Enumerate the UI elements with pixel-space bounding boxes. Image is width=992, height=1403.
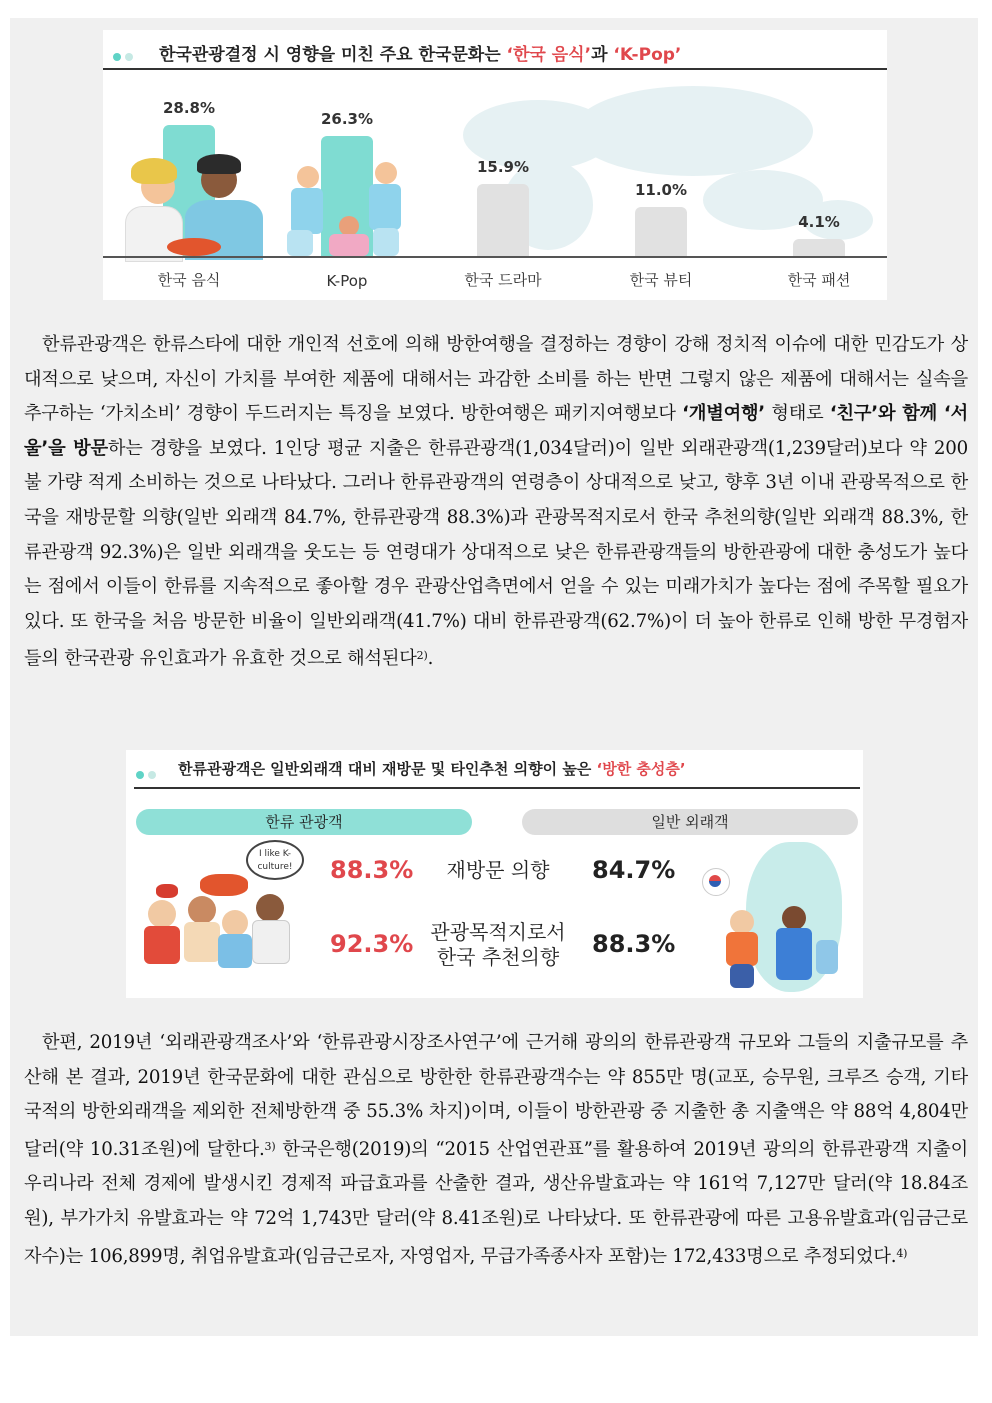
figure2-title-text: 한류관광객은 일반외래객 대비 재방문 및 타인추천 의향이 높은 [178,760,597,778]
revisit-intent-label: 재방문 의향 [446,858,550,882]
para1-text-a: 한류관광객은 한류스타에 대한 개인적 선호에 의해 방한여행을 결정하는 경향이 강해 정치적 이슈에 대한 민감도가 상대적으로 낮으며, 자신이 가치를 부여한 제품에 대해서는 과감한 소비를 하는 반면 그렇지 않은 제품에 대해서는 실속을 추구하는 ‘가치소비’ 경향이 두드러지는 특징을 보였다. 방한여행은 패키지여행보다 [24,334,968,425]
bar-value-label: 28.8% [162,99,216,117]
world-map-decoration [573,86,813,176]
hallyu-tourist-header: 한류 관광객 [136,809,472,835]
para1-text-c: 하는 경향을 보였다. 1인당 평균 지출은 한류관광객(1,034달러)이 일반 외래관광객(1,239달러)보다 약 200불 가량 적게 소비하는 것으로 나타났다. 그러나 한류관광객의 연령층이 상대적으로 낮고, 향후 3년 이내 관광목적으로 한국을 재방문할 의향(일반 외래객 84.7%, 한류관광객 88.3%)과 관광목적지로서 한국 추천의향(일반 외래객 88.3%, 한류관광객 92.3%)은 일반 외래객을 웃도는 등 연령대가 상대적으로 낮은 한류관광객들의 방한관광에 대한 충성도가 높다는 점에서 이들이 한류를 지속적으로 좋아할 경우 관광산업측면에서 얻을 수 있는 미래가치가 높다는 점에 주목할 필요가 있다. 또 한국을 처음 방문한 비율이 일반외래객(41.7%) 대비 한류관광객(62.7%)이 더 높아 한류로 인해 방한 무경험자들의 한국관광 유인효과가 유효한 것으로 해석된다 [24,437,968,670]
para1-text-end: . [427,648,434,670]
bar-2 [477,184,529,258]
bar-value-label: 4.1% [798,213,840,231]
figure1-divider [103,68,887,70]
general-recommend-percent: 88.3% [592,930,676,958]
hallyu-revisit-percent: 88.3% [330,856,414,884]
body-paragraph-1 [24,328,968,677]
bar-value-label: 26.3% [320,110,374,128]
figure1-title-highlight-food: ‘한국 음식’ [506,45,592,65]
figure2-title-highlight: ‘방한 충성층’ [596,760,686,778]
para2-text-a: 한편, 2019년 ‘외래관광객조사’와 ‘한류관광시장조사연구’에 근거해 광의의 한류관광객 규모와 그들의 지출규모를 추산해 본 결과, 2019년 한국문화에 대한 관심으로 방한한 한류관광객수는 약 855만 명(교포, 승무원, 크루즈 승객, 기타 국적의 방한외래객을 제외한 전체방한객 중 55.3% 차지)이며, 이들이 방한관광 중 지출한 총 지출액은 약 88억 4,804만 달러(약 10.31조원)에 달한다. [24,1032,968,1160]
recommend-intent-label [416,920,580,970]
title-dots-icon [113,46,137,65]
figure1-title-highlight-kpop: ‘K-Pop’ [613,45,682,65]
figure-culture-chart [103,30,887,300]
category-label: K-Pop [326,272,368,290]
bar-value-label: 11.0% [634,181,688,199]
category-label: 한국 뷰티 [629,271,693,289]
bar-value-label: 15.9% [476,158,530,176]
category-label: 한국 드라마 [464,271,542,289]
para2-text-b: 한국은행(2019)의 “2015 산업연관표”를 활용하여 2019년 광의의 한류관광객 지출이 우리나라 전체 경제에 발생시킨 경제적 파급효과를 산출한 결과, 생산유발효과는 약 161억 7,127만 달러(약 18.84조원), 부가가치 유발효과는 약 72억 1,743만 달러(약 8.41조원)로 나타났다. 또 한류관광에 따른 고용유발효과(임금근로자수)는 106,899명, 취업유발효과(임금근로자, 자영업자, 무급가족종사자 포함)는 172,433명으로 추정되었다. [24,1138,968,1267]
general-revisit-percent: 84.7% [592,856,676,884]
figure-loyalty-comparison [126,750,863,998]
para1-bold-friend-seoul: ‘친구’와 함께 ‘서울’을 방문 [24,403,968,459]
category-label: 한국 패션 [787,271,851,289]
footnote-ref-2[interactable]: 2) [416,649,428,663]
figure1-title-conjunction: 과 [591,45,614,65]
figure1-title [159,40,681,65]
footnote-ref-3[interactable]: 3) [264,1139,276,1153]
category-label: 한국 음식 [157,271,221,289]
para1-bold-individual-travel: ‘개별여행’ [682,403,766,425]
speech-bubble: I like K-culture! [246,840,304,880]
figure2-divider [134,787,860,789]
recommend-label-line2: 한국 추천의향 [436,945,560,969]
body-paragraph-2 [24,1026,968,1274]
chart-baseline [103,256,887,258]
bar-3 [635,207,687,258]
figure1-title-text: 한국관광결정 시 영향을 미친 주요 한국문화는 [159,45,507,65]
hallyu-recommend-percent: 92.3% [330,930,414,958]
figure2-title [178,758,686,779]
para1-text-b: 형태로 [765,403,830,425]
title-dots-icon [136,764,160,783]
general-tourist-header: 일반 외래객 [522,809,858,835]
footnote-ref-4[interactable]: 4) [896,1246,908,1260]
recommend-label-line1: 관광목적지로서 [430,920,566,944]
